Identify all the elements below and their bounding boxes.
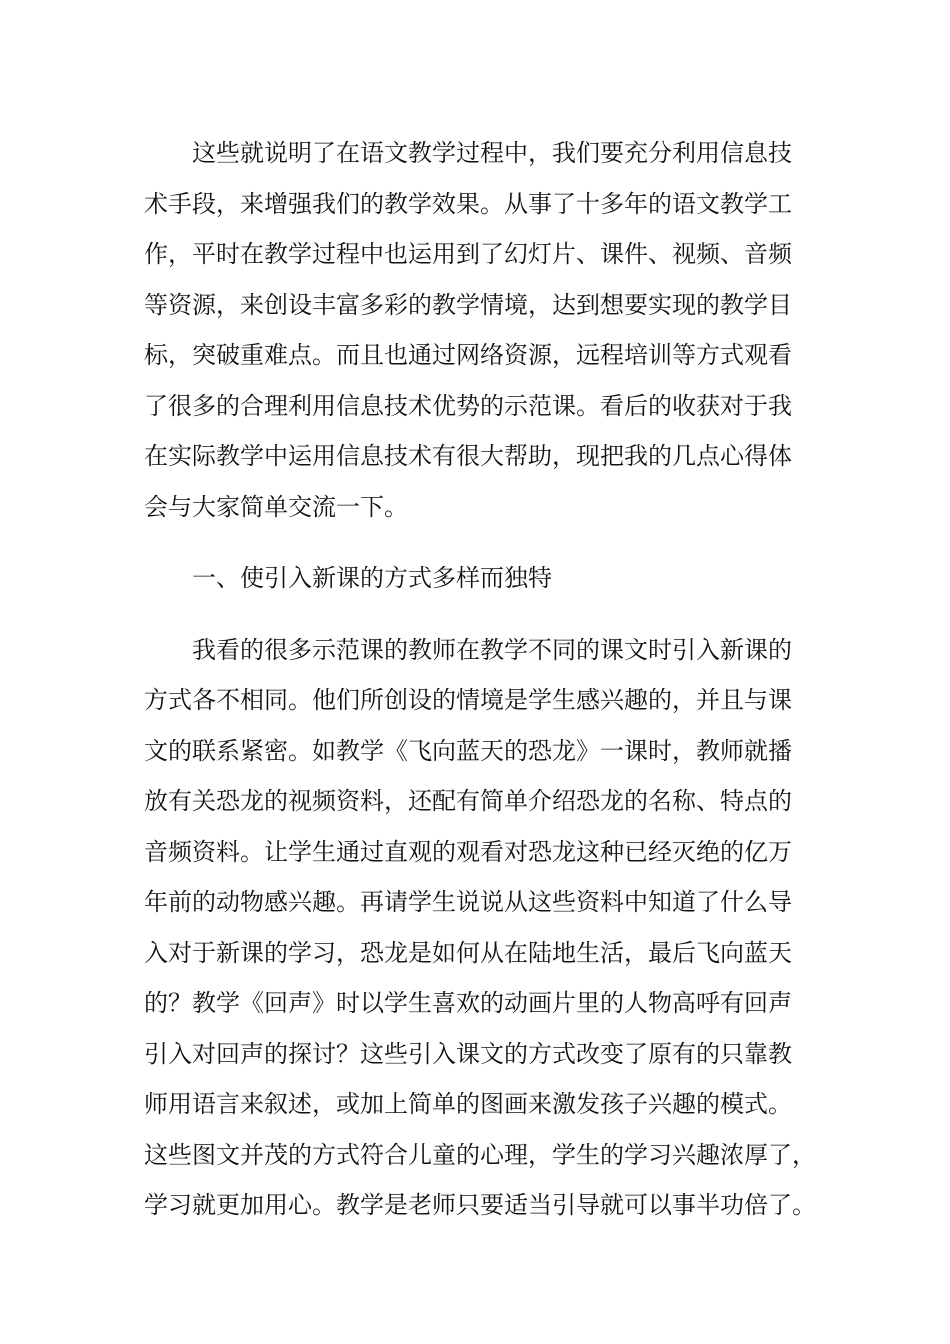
section-heading — [144, 553, 820, 604]
text-line: 学习就更加用心。教学是老师只要适当引导就可以事半功倍了。 — [144, 1191, 816, 1219]
text-line: 的？教学《回声》时以学生喜欢的动画片里的人物高呼有回声 — [144, 989, 792, 1017]
paragraph-spacer — [144, 532, 820, 553]
text-line: 术手段，来增强我们的教学效果。从事了十多年的语文教学工 — [144, 189, 792, 218]
paragraph-intro — [144, 128, 820, 532]
text-line: 这些就说明了在语文教学过程中，我们要充分利用信息技 — [192, 139, 792, 167]
text-line: 在实际教学中运用信息技术有很大帮助，现把我的几点心得体 — [144, 442, 792, 470]
text-line: 作，平时在教学过程中也运用到了幻灯片、课件、视频、音频 — [144, 240, 792, 268]
text-line: 了很多的合理利用信息技术优势的示范课。看后的收获对于我 — [144, 391, 792, 420]
paragraph-examples — [144, 625, 820, 1231]
text-line: 会与大家简单交流一下。 — [144, 492, 408, 521]
text-line: 师用语言来叙述，或加上简单的图画来激发孩子兴趣的模式。 — [144, 1090, 792, 1118]
heading-line: 一、使引入新课的方式多样而独特 — [192, 564, 552, 592]
text-line: 这些图文并茂的方式符合儿童的心理，学生的学习兴趣浓厚了， — [144, 1140, 816, 1169]
text-line: 入对于新课的学习，恐龙是如何从在陆地生活，最后飞向蓝天 — [144, 938, 792, 967]
text-line: 标，突破重难点。而且也通过网络资源，远程培训等方式观看 — [144, 341, 792, 369]
text-line: 等资源，来创设丰富多彩的教学情境，达到想要实现的教学目 — [144, 290, 792, 319]
text-line: 放有关恐龙的视频资料，还配有简单介绍恐龙的名称、特点的 — [144, 787, 792, 815]
paragraph-spacer — [144, 604, 820, 625]
text-line: 我看的很多示范课的教师在教学不同的课文时引入新课的 — [192, 635, 792, 664]
text-line: 年前的动物感兴趣。再请学生说说从这些资料中知道了什么导 — [144, 888, 792, 916]
text-line: 方式各不相同。他们所创设的情境是学生感兴趣的，并且与课 — [144, 686, 792, 714]
document-body — [144, 128, 820, 1231]
text-line: 音频资料。让学生通过直观的观看对恐龙这种已经灭绝的亿万 — [144, 837, 792, 866]
text-line: 文的联系紧密。如教学《飞向蓝天的恐龙》一课时，教师就播 — [144, 736, 792, 765]
text-line: 引入对回声的探讨？这些引入课文的方式改变了原有的只靠教 — [144, 1039, 792, 1068]
